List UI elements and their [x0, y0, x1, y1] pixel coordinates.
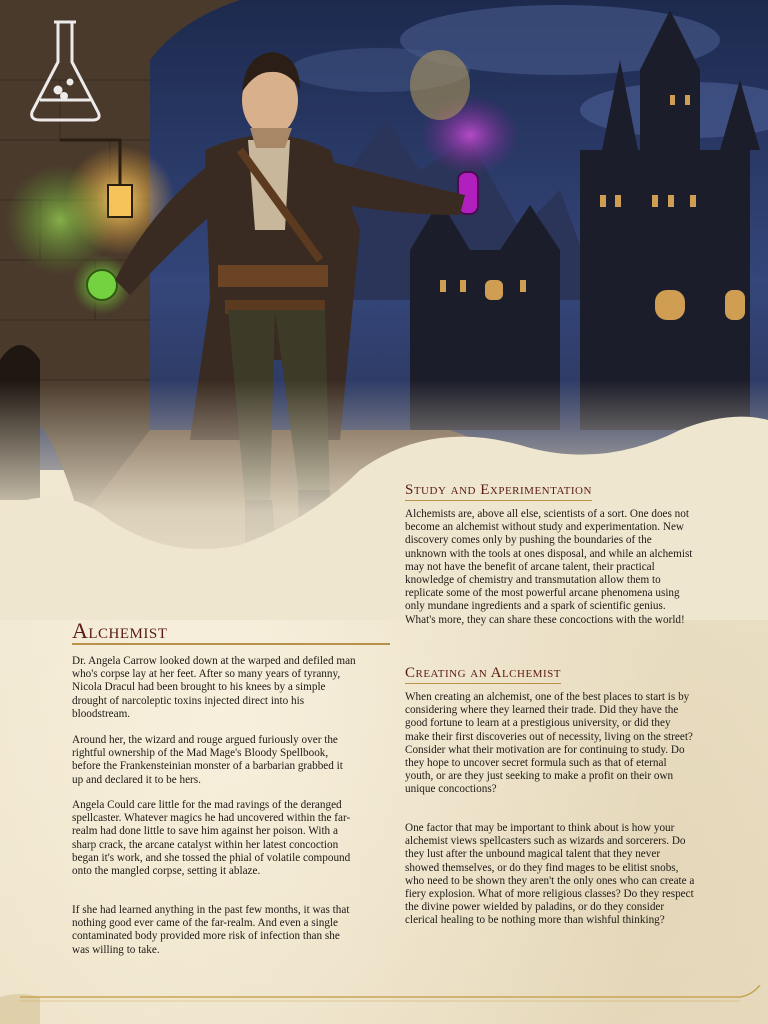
- alchemist-paragraph-2: Around her, the wizard and rouge argued furiously over the rightful ownership of the Mad Mage's Bloody Spellbook, before the Frankensteinian monster of a barbarian grabbed it up and declared it to be hers.: [72, 734, 343, 786]
- yellow-smoke: [410, 50, 470, 120]
- study-heading: Study and Experimentation: [405, 482, 592, 501]
- study-paragraph: Alchemists are, above all else, scientists of a sort. One does not become an alchemist without study and experimentation. New discovery comes only by pushing the boundaries of the unknown with the tools at ones disposal, and while an alchemist may not have the benefit of arcane talent, their practical knowledge of chemistry and transmutation allow them to replicate some of the most powerful arcane phenomena using only mundane ingredients and a spark of scientific genius. What's more, they can share these concoctions with the world!: [405, 508, 693, 626]
- footer-ornament: [0, 985, 768, 1024]
- heading-rule: [72, 643, 390, 645]
- green-potion: [87, 270, 117, 300]
- creating-heading: Creating an Alchemist: [405, 665, 561, 684]
- alchemist-paragraph-1: Dr. Angela Carrow looked down at the warped and defiled man who's corpse lay at her feet. After so many years of tyranny, Nicola Dracul had been brought to his knees by a simple drought of narcoleptic toxins injected direct into his bloodstream.: [72, 655, 356, 720]
- alchemist-heading: Alchemist: [72, 618, 168, 643]
- creating-paragraph-1: When creating an alchemist, one of the best places to start is by considering where they learned their trade. Did they have the good fortune to learn at a prestigious university, or did they make their first discoveries out of necessity, living on the street? Consider what their motivation are for continuing to study. Do they hope to uncover secret formula such as that of eternal youth, or are they just seeking to make a profit on their own unique concoctions?: [405, 691, 693, 796]
- alchemist-paragraph-4: If she had learned anything in the past few months, it was that nothing good ever came of the far-realm. And even a single contaminated body provided more risk of infection than she was willing to take.: [72, 904, 350, 956]
- creating-paragraph-2: One factor that may be important to think about is how your alchemist views spellcasters such as wizards and sorcerers. Do they lust after the unbound magical talent that they never showed themselves, or do they find mages to be elitist snobs, who need to be shown they aren't the only ones who can create a fiery explosion. What of more religious classes? Do they respect the divine power wielded by paladins, or do they consider clerical healing to be nothing more than wishful thinking?: [405, 822, 695, 927]
- alchemist-paragraph-3: Angela Could care little for the mad ravings of the deranged spellcaster. Whatever magics he had uncovered within the far-realm had done little to save him against her poison. With a sharp crack, the arcane catalyst within her latest concoction began it's work, and she tossed the phial of volatile compound onto the mangled corpse, setting it ablaze.: [72, 799, 351, 878]
